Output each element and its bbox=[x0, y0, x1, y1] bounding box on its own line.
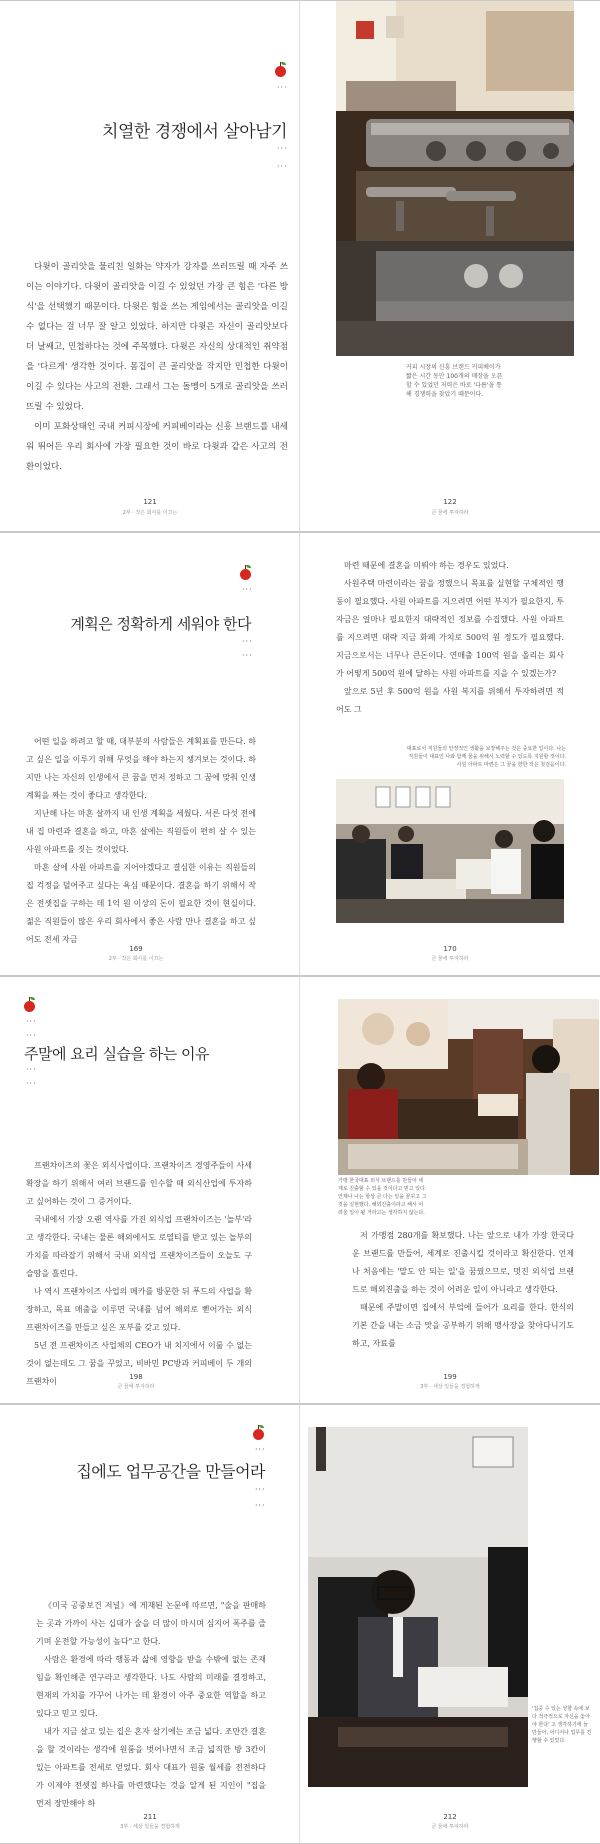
running-footer: 큰 꿈에 투자하라 bbox=[431, 1824, 469, 1830]
right-page bbox=[300, 977, 599, 1403]
paragraph: 프랜차이즈의 꽃은 외식사업이다. 프랜차이즈 경영주들이 사세 확장을 하기 위해서 여러 브랜드를 인수할 때 외식산업에 투자하고 싶어하는 것이 그 증거이다. bbox=[26, 1161, 252, 1206]
right-page bbox=[300, 533, 599, 975]
paragraph: 지난해 나는 마흔 살까지 내 인생 계획을 세웠다. 서른 다섯 전에 내 집 마련과 결혼을 하고, 마흔 살에는 직원들이 편히 살 수 있는 사원 아파트를 짓는 것이었다. bbox=[26, 809, 256, 854]
body-text bbox=[336, 557, 564, 719]
photo-caption: '집중 수 있는 성향 속에 보다 적극적으로 자신을 놓아야 한다' 고 생각하기에 늘 만들어, 어디서나 업무를 진행할 수 있었다. bbox=[532, 1706, 592, 1744]
running-footer: 3부 · 세상 일들을 경험하게 bbox=[420, 1384, 480, 1390]
left-page bbox=[0, 1, 299, 531]
cafe-counter-photo bbox=[338, 999, 599, 1175]
paragraph: 앞으로 5년 후 500억 원을 사원 복지를 위해서 투자하려면 적어도 그 bbox=[336, 687, 564, 714]
book-spread-4 bbox=[0, 1404, 600, 1844]
page-number: 170 bbox=[443, 945, 457, 953]
paragraph: 저 가맹점 280개를 확보했다. 나는 앞으로 내가 가장 한국다운 브랜드를 만들어, 세계로 진출시킬 것이라고 확신한다. 언제나 처음에는 '말도 안 되는 일'을 꿈꿨으므로, 멋진 외식업 브랜드로 해외진출을 하는 것이 어려운 일이 아니라고 생각한다. bbox=[352, 1231, 574, 1294]
apple-icon bbox=[24, 1001, 35, 1012]
paragraph: 다윗이 골리앗을 물리친 일화는 약자가 강자를 쓰러뜨릴 때 자주 쓰이는 이야기다. 다윗이 골리앗을 이길 수 있었던 가장 큰 힘은 '다른 방식'을 선택했기 때문이다. 다윗은 힘을 쓰는 게임에서는 골리앗을 이길 수 없다는 걸 너무 잘 알고 있었다. 하지만 다윗은 자신이 골리앗보다 더 날쌔고, 민첩하다는 것에 주목했다. 다윗은 자신의 상대적인 취약점을 '다르게' 생각한 것이다. 몸집이 큰 골리앗을 작지만 민첩한 다윗이 이길 수 있다는 사고의 전환. 그래서 그는 돌멩이 5개로 골리앗을 쓰러뜨릴 수 있었다. bbox=[26, 262, 288, 412]
book-spread-2 bbox=[0, 532, 600, 976]
body-text bbox=[26, 257, 288, 477]
book-spread-3 bbox=[0, 976, 600, 1404]
paragraph: 《미국 공중보건 저널》에 게재된 논문에 따르면, "술을 판매하는 곳과 가까이 사는 십대가 술을 더 많이 마시며 심지어 폭주를 즐기며 운전할 가능성이 높다"고 한다. bbox=[36, 1601, 266, 1646]
right-page bbox=[300, 1, 599, 531]
photo-caption: 대표로서 직원들의 안정적인 생활을 보장해주는 것은 중요한 일이다. 나는 직원들이 대표인 나와 함께 꿈을 위해서 노력할 수 있도록 지원할 것이다. 사원 아파트 마련은 그 꿈을 향한 작은 첫걸음이다. bbox=[406, 746, 566, 768]
page-number: 199 bbox=[443, 1373, 457, 1381]
page-number: 122 bbox=[443, 498, 457, 506]
paragraph: 사람은 환경에 따라 행동과 삶에 영향을 받을 수밖에 없는 존재임을 확인해준 연구라고 생각한다. 나도 사람의 미래를 결정하고, 현재의 가치를 가꾸어 나가는 데 환경이 아주 중요한 역할을 하고 있다고 믿고 있다. bbox=[36, 1655, 266, 1718]
dots-divider: ··· bbox=[242, 585, 253, 594]
chapter-title: 주말에 요리 실습을 하는 이유 bbox=[24, 1045, 209, 1063]
apple-icon bbox=[253, 1429, 264, 1440]
dots-divider: ··· bbox=[277, 83, 288, 92]
running-footer: 큰 꿈에 투자하라 bbox=[117, 1384, 155, 1390]
paragraph: 마흔 살에 사원 아파트를 지어야겠다고 결심한 이유는 직원들의 집 걱정을 덜어주고 싶다는 욕심 때문이다. 결혼을 하기 위해서 작은 전셋집을 구하는 데 1억 원 이상의 돈이 필요한 것이 현실이다. 젊은 직원들이 많은 우리 회사에서 좋은 사람 만나 결혼을 하고 싶어도 전세 자금 bbox=[26, 863, 256, 944]
photo-caption: 커피 시장의 신흥 브랜드 커피베이가 짧은 시간 동안 100개의 매장을 오픈할 수 있었던 저력은 바로 '다름'을 통해 경쟁력을 찾았기 때문이다. bbox=[406, 364, 503, 398]
chapter-title: 치열한 경쟁에서 살아남기 bbox=[102, 122, 287, 142]
dots-divider: ··· bbox=[26, 1031, 37, 1040]
dots-divider: ··· bbox=[26, 1017, 37, 1026]
chapter-title: 계획은 정확하게 세워야 한다 bbox=[70, 615, 251, 633]
running-footer: 2부 · 작은 회사를 이끄는 bbox=[108, 956, 164, 962]
paragraph: 내가 지금 살고 있는 집은 혼자 살기에는 조금 넓다. 조만간 결혼을 할 것이라는 생각에 원룸을 벗어나면서 조금 넓직한 방 3칸이 있는 아파트를 전세로 얻었다. 회사 대표가 원룸 월세를 전전하다가 이제야 전셋집 하나를 마련했다는 것을 알게 된 지인이 "집을 먼저 장만해야 하 bbox=[36, 1727, 266, 1808]
right-page bbox=[300, 1405, 599, 1843]
page-number: 121 bbox=[143, 498, 157, 506]
book-spread-1 bbox=[0, 0, 600, 532]
left-page bbox=[0, 533, 299, 975]
dots-divider: ··· bbox=[255, 1485, 266, 1494]
photo-caption: 가맹 한국대표 외식 브랜드를 만들어 세계로 진출할 수 있을 것이다고 믿고 있다. 언제나 나는 항상 큰 다는 일을 꿈꾸고 그것을 실현했다. 해외진출이라고 해서 어려울 일이 될 거라고는 생각하지 않는다. bbox=[338, 1178, 427, 1216]
paragraph: 국내에서 가장 오랜 역사를 가진 외식업 프랜차이즈는 '놀부'라고 생각한다. 국내는 물론 해외에서도 로열티를 받고 있는 놀부의 가치를 따라잡기 위해서 국내 외식업 프랜차이즈들이 오늘도 구슬땀을 흘린다. bbox=[26, 1215, 252, 1278]
apple-icon bbox=[240, 569, 251, 580]
paragraph: 때문에 주말이면 집에서 부엌에 들어가 요리를 한다. 한식의 기본 간을 내는 소금 맛을 공부하기 위해 맹사장을 찾아다니기도 하고, 자료를 bbox=[352, 1303, 574, 1348]
running-footer: 큰 꿈에 투자하라 bbox=[431, 510, 469, 516]
paragraph: 이미 포화상태인 국내 커피시장에 커피베이라는 신흥 브랜드를 내세워 뛰어든 우리 회사에 가장 필요한 것이 바로 다윗과 같은 사고의 전환이었다. bbox=[26, 422, 288, 472]
paragraph: 어떤 일을 하려고 할 때, 대부분의 사람들은 계획표를 만든다. 하고 싶은 일을 이루기 위해 무엇을 해야 하는지 챙겨보는 것이다. 하지만 나는 자신의 인생에서 큰 꿈을 먼저 정하고 그 꿈에 맞춰 인생 계획을 짜는 것이 좋다고 생각한다. bbox=[26, 737, 256, 800]
dots-divider: ··· bbox=[277, 162, 288, 171]
dots-divider: ··· bbox=[255, 1501, 266, 1510]
home-office-photo bbox=[308, 1427, 528, 1787]
body-text bbox=[36, 1597, 266, 1813]
page-number: 211 bbox=[143, 1813, 157, 1821]
espresso-machine-photo bbox=[336, 1, 574, 356]
left-page bbox=[0, 977, 299, 1403]
page-number: 169 bbox=[129, 945, 143, 953]
body-text bbox=[26, 1157, 252, 1391]
page-number: 212 bbox=[443, 1813, 457, 1821]
running-footer: 3부 · 세상 일들을 경험하게 bbox=[120, 1824, 180, 1830]
paragraph: 5년 전 프랜차이즈 사업체의 CEO가 내 치지에서 이룰 수 없는 것이 없는데도 그 꿈을 꾸었고, 비바민 PC방과 커피베이 두 개의 프랜차이 bbox=[26, 1341, 252, 1386]
dots-divider: ··· bbox=[242, 651, 253, 660]
page-number: 198 bbox=[129, 1373, 143, 1381]
running-footer: 큰 꿈에 투자하라 bbox=[431, 956, 469, 962]
paragraph: 사원주택 마련이라는 꿈을 정했으니 목표를 실현할 구체적인 행동이 필요했다. 사원 아파트를 지으려면 어떤 부지가 필요한지, 투자금은 얼마나 필요한지 대략적인 정보를 수집했다. 사원 아파트를 지으려면 대략 지금 화폐 가치로 500억 원 정도가 필요했다. 지금으로서는 너무나 큰돈이다. 연매출 100억 원을 올리는 회사가 어떻게 500억 원에 달하는 사원 아파트를 지을 수 있겠는가? bbox=[336, 579, 564, 678]
dots-divider: ··· bbox=[26, 1065, 37, 1074]
dots-divider: ··· bbox=[277, 144, 288, 153]
paragraph: 나 역시 프랜차이즈 사업의 메카를 방문한 뒤 푸드의 사업을 확장하고, 목표 매출을 이루면 국내를 넘어 해외로 뻗어가는 외식 프랜차이즈를 만들고 싶은 포부를 갖고 있다. bbox=[26, 1287, 252, 1332]
dots-divider: ··· bbox=[26, 1079, 37, 1088]
paragraph: 마련 때문에 결혼을 미뤄야 하는 경우도 있었다. bbox=[344, 561, 509, 570]
body-text bbox=[26, 733, 256, 949]
chapter-title: 집에도 업무공간을 만들어라 bbox=[76, 1462, 265, 1481]
apple-icon bbox=[275, 66, 286, 77]
meeting-photo bbox=[336, 779, 564, 923]
body-text bbox=[352, 1227, 574, 1353]
left-page bbox=[0, 1405, 299, 1843]
running-footer: 2부 · 작은 회사를 이끄는 bbox=[122, 510, 178, 516]
dots-divider: ··· bbox=[255, 1445, 266, 1454]
dots-divider: ··· bbox=[242, 637, 253, 646]
